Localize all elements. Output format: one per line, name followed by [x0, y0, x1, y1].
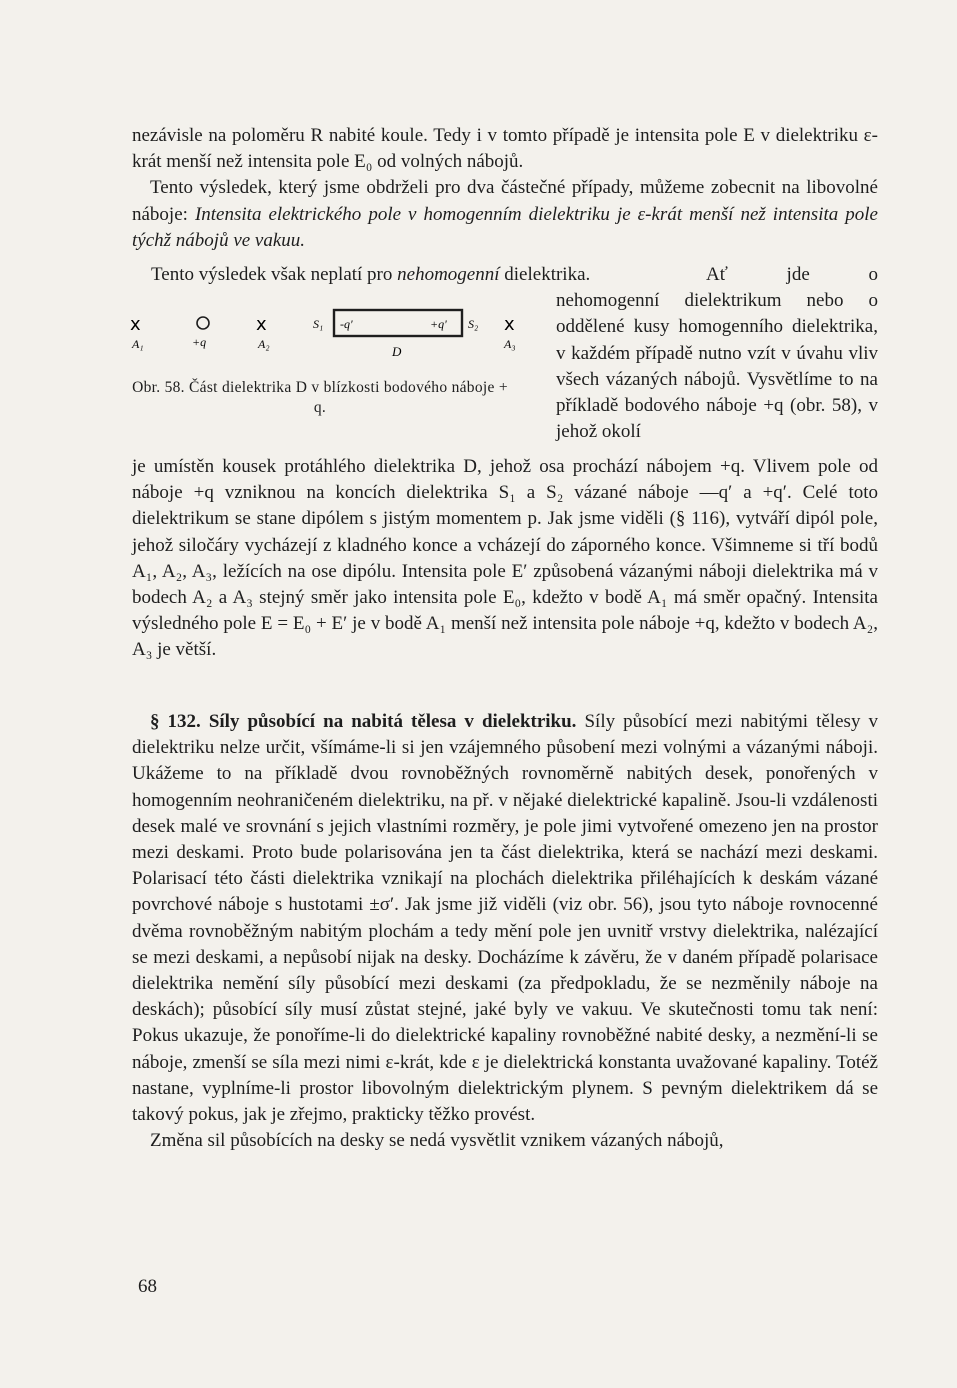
- label-s2: S₂: [468, 317, 479, 331]
- label-a3: A₃: [504, 337, 516, 351]
- top-text: [132, 123, 878, 254]
- section-body: Síly působící mezi nabitými tělesy v dielektriku nelze určit, všímáme-li si jen vzájemného působení mezi volnými a vázanými náboji. Ukážeme to na příkladě dvou rovnoběžných rovnoměrně nabitých desek, ponořených v homogenním neohraničeném dielektriku, na př. v nějaké dielektrické kapalině. Jsou-li vzdálenosti desek malé ve srovnání s jejich vlastními rozměry, je pole jimi vytvořené omezeno jen na prostor mezi deskami. Proto bude polarisována jen ta část dielektrika, která se nachází mezi deskami. Polarisací této části dielektrika vznikají na plochách dielektrika přiléhajících k deskám vázané povrchové náboje s hustotami ±σ′. Jak jsme již viděli (viz obr. 56), jsou tyto náboje rovnocenné dvěma rovnoběžným nabitým plochám a tedy mění pole jen uvnitř vrstvy dielektrika, nalézající se mezi deskami, a nepůsobí nijak na desky. Docházíme k závěru, že v daném případě polarisace dielektrika nemění síly působící mezi deskami (za předpokladu, že se nezměnily náboje na deskách); působící síly musí zůstat stejné, jaké byly ve vakuu. Ve skutečnosti tomu tak není: Pokus ukazuje, že ponoříme-li do dielektrické kapaliny rovnoběžné nabité desky, a nezmění-li se náboje, zmenší se síla mezi nimi ε-krát, kde ε je dielektrická konstanta uvažované kapaliny. Totéž nastane, vyplníme-li prostor libovolným dielektrickým plynem. S pevným dielektrikem dá se takový pokus, jak je zřejmo, prakticky těžko provést.: [132, 711, 878, 1126]
- label-s1: S₁: [313, 317, 324, 331]
- paragraph-1: nezávisle na poloměru R nabité koule. Tedy i v tomto případě je intensita pole E v dielektriku ε-krát menší než intensita pole E₀ od volných nábojů.: [132, 125, 878, 173]
- figure-caption: Obr. 58. Část dielektrika D v blízkosti bodového náboje + q.: [132, 379, 508, 416]
- figure-58-diagram: [128, 300, 528, 390]
- label-d: D: [392, 344, 402, 359]
- page-number: 68: [138, 1276, 157, 1297]
- point-a1-mark: x: [130, 314, 141, 335]
- right-column-text: Ať jde o nehomogenní dielektrikum nebo o oddělené kusy homogenního dielektrika, v každém případě nutno vzít v úvahu vliv všech vázaných nábojů. Vysvětlíme to na příkladě bodového náboje +q (obr. 58), v jehož okolí: [556, 264, 878, 443]
- label-plus-q-prime: +q': [430, 317, 447, 331]
- paragraph-2: Tento výsledek, který jsme obdrželi pro dva částečné případy, můžeme zobecnit na libovolné náboje: Intensita elektrického pole v homogenním dielektriku je ε-krát menší než intensita pole týchž nábojů ve vakuu.: [132, 177, 878, 251]
- label-minus-q-prime: -q': [340, 317, 353, 331]
- label-plus-q: +q: [192, 335, 207, 349]
- section-132: [132, 709, 878, 1154]
- section-last-line: Změna sil působících na desky se nedá vysvětlit vznikem vázaných nábojů,: [150, 1130, 724, 1152]
- paragraph-after-figure: je umístěn kousek protáhlého dielektrika D, jehož osa prochází nábojem +q. Vlivem pole od náboje +q vzniknou na koncích dielektrika S₁ a S₂ vázané náboje —q′ a +q′. Celé toto dielektrikum se stane dipólem s jistým momentem p. Jak jsme viděli (§ 116), vytváří dipól pole, jehož siločáry vycházejí z kladného konce a vcházejí do záporného konce. Všimneme si tří bodů A₁, A₂, A₃, ležících na ose dipólu. Intensita pole E′ způsobená vázanými náboji dielektrika má v bodech A₂ a A₃ stejný směr jako intensita pole E₀, kdežto v bodě A₁ má směr opačný. Intensita výsledného pole E = E₀ + E′ je v bodě A₁ menší než intensita pole náboje +q, kdežto v bodech A₂, A₃ je větší.: [132, 456, 878, 661]
- label-a2: A₂: [258, 337, 270, 351]
- emphasis-law: Intensita elektrického pole v homogenním dielektriku je ε-krát menší než intensita pole týchž nábojů ve vakuu.: [132, 203, 878, 251]
- point-a3-mark: x: [504, 314, 515, 335]
- nested-first-line: Tento výsledek však neplatí pro nehomogenní dielektrika.: [151, 264, 591, 285]
- charge-circle-icon: [197, 317, 209, 329]
- point-a2-mark: x: [256, 314, 267, 335]
- section-heading: § 132. Síly působící na nabitá tělesa v dielektriku.: [150, 711, 577, 732]
- label-a1: A₁: [132, 337, 144, 351]
